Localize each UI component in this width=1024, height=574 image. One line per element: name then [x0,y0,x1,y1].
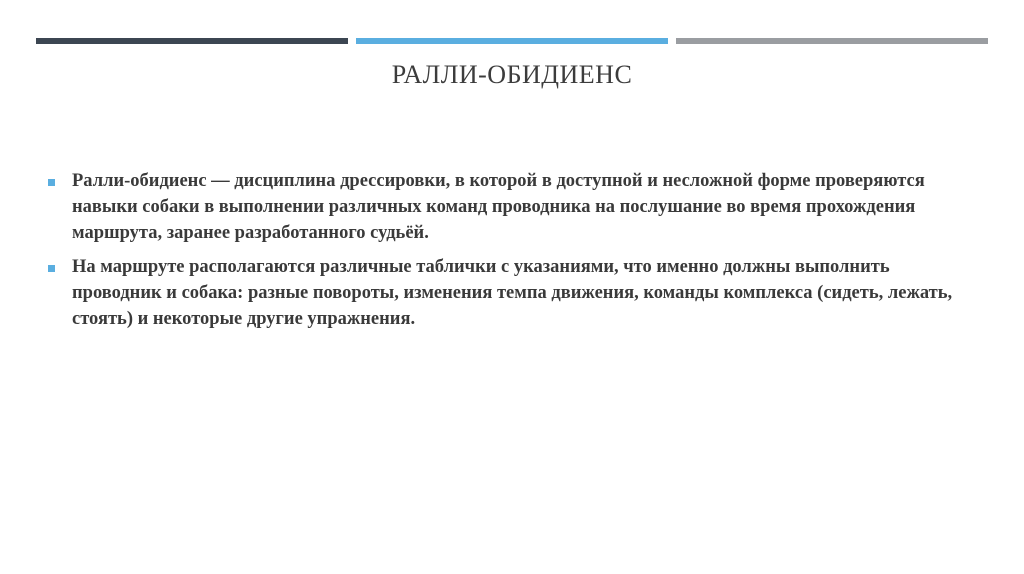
square-bullet-icon [48,179,55,186]
slide-title: РАЛЛИ-ОБИДИЕНС [391,60,633,89]
accent-bar-gray [676,38,988,44]
accent-bar-blue [356,38,668,44]
square-bullet-icon [48,265,55,272]
bullet-item [48,168,978,246]
bullet-text: Ралли-обидиенс — дисциплина дрессировки, в которой в доступной и несложной форме проверяются навыки собаки в выполнении различных команд проводника на послушание во время прохождения маршрута, заранее разработанного судьёй. [72,171,925,243]
bullet-text: На маршруте располагаются различные таблички с указаниями, что именно должны выполнить проводник и собака: разные повороты, изменения темпа движения, команды комплекса (сидеть, лежать, стоять) и некоторые другие упражнения. [72,257,953,329]
accent-bar-dark [36,38,348,44]
bullet-list [48,168,978,340]
bullet-item [48,254,978,332]
